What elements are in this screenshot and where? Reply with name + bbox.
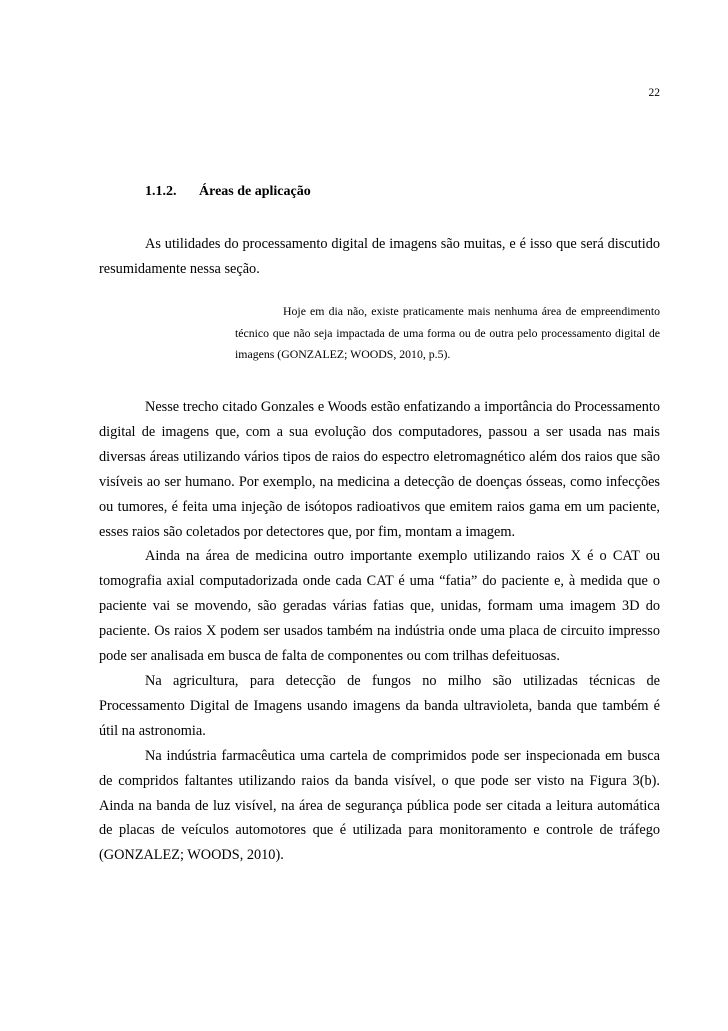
body-text [99, 395, 660, 868]
section-title: Áreas de aplicação [199, 184, 311, 199]
body-paragraph: Nesse trecho citado Gonzales e Woods estão enfatizando a importância do Processamento digital de imagens que, com a sua evolução dos computadores, passou a ser usada nas mais diversas áreas utilizando vários tipos de raios do espectro eletromagnético além dos raios que são visíveis ao ser humano. Por exemplo, na medicina a detecção de doenças ósseas, como infecções ou tumores, é feita uma injeção de isótopos radioativos que emitem raios gama em um paciente, esses raios são coletados por detectores que, por fim, montam a imagem. [99, 399, 660, 540]
intro-paragraph: As utilidades do processamento digital de imagens são muitas, e é isso que será discutido resumidamente nessa seção. [99, 236, 660, 277]
page-number: 22 [648, 87, 660, 99]
body-paragraph: Na agricultura, para detecção de fungos no milho são utilizadas técnicas de Processamento Digital de Imagens usando imagens da banda ultravioleta, banda que também é útil na astronomia. [99, 672, 660, 739]
block-quote: Hoje em dia não, existe praticamente mais nenhuma área de empreendimento técnico que não seja impactada de uma forma ou de outra pelo processamento digital de imagens (GONZALEZ; WOODS, 2010, p.5). [235, 304, 660, 361]
body-paragraph: Ainda na área de medicina outro importante exemplo utilizando raios X é o CAT ou tomografia axial computadorizada onde cada CAT é uma “fatia” do paciente e, à medida que o paciente vai se movendo, são geradas várias fatias que, unidas, formam uma imagem 3D do paciente. Os raios X podem ser usados também na indústria onde uma placa de circuito impresso pode ser analisada em busca de falta de componentes ou com trilhas defeituosas. [99, 548, 660, 665]
body-paragraph: Na indústria farmacêutica uma cartela de comprimidos pode ser inspecionada em busca de compridos faltantes utilizando raios da banda visível, o que pode ser visto na Figura 3(b). Ainda na banda de luz visível, na área de segurança pública pode ser citada a leitura automática de placas de veículos automotores que é utilizada para monitoramento e controle de tráfego (GONZALEZ; WOODS, 2010). [99, 747, 660, 864]
section-number: 1.1.2. [145, 184, 177, 199]
section-heading [145, 183, 311, 201]
